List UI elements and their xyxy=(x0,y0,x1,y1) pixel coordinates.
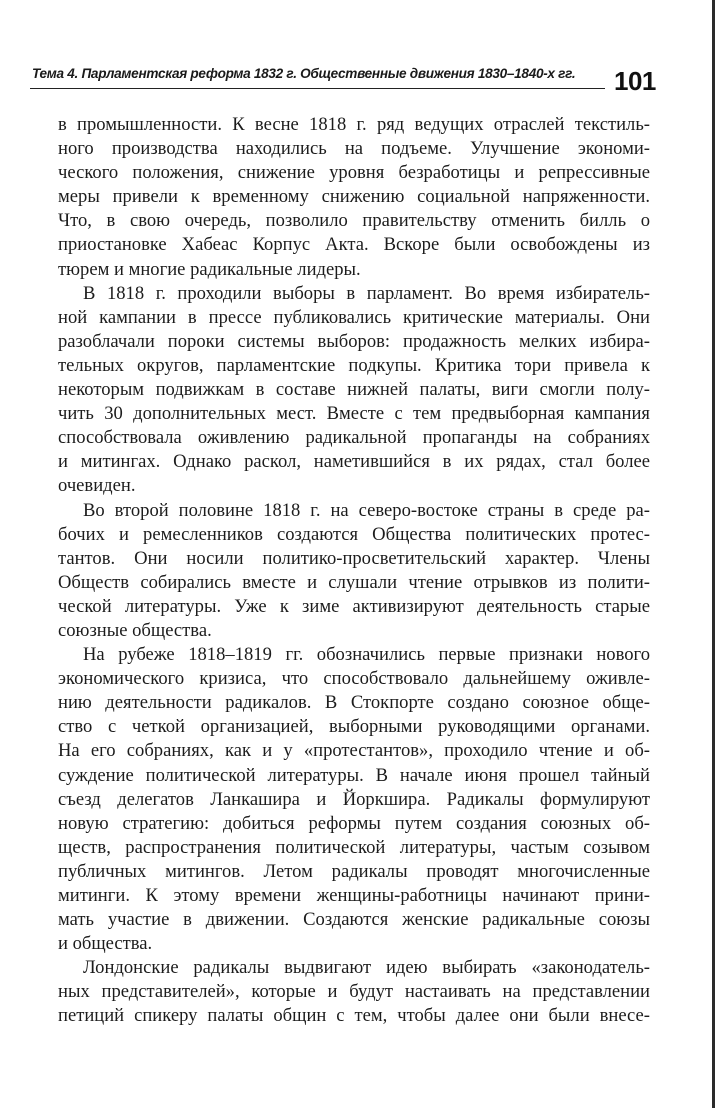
text-line: тантов. Они носили политико-просветительский характер. Члены xyxy=(58,547,650,569)
text-line: Что, в свою очередь, позволило правительству отменить билль о xyxy=(58,210,650,232)
text-line: суждение политической литературы. В начале июня прошел тайный xyxy=(58,764,650,786)
paragraph-3 xyxy=(58,499,650,644)
text-line: На рубеже 1818–1819 гг. обозначились первые признаки нового xyxy=(83,644,650,666)
text-line: некоторым подвижкам в составе нижней палаты, виги смогли полу- xyxy=(58,379,650,401)
text-line: мать участие в движении. Создаются женские радикальные союзы xyxy=(58,909,650,931)
text-line: и митингах. Однако раскол, наметившийся в их рядах, стал более xyxy=(58,451,650,473)
text-line: ных представителей», которые и будут настаивать на представлении xyxy=(58,981,650,1003)
text-line: меры привели к временному снижению социальной напряженности. xyxy=(58,186,650,208)
text-line: бочих и ремесленников создаются Общества политических протес- xyxy=(58,523,650,545)
text-line: Лондонские радикалы выдвигают идею выбирать «законодатель- xyxy=(83,957,650,979)
text-line: ной кампании в прессе публиковались критические материалы. Они xyxy=(58,306,650,328)
text-line: тельных округов, парламентские подкупы. Критика тори привела к xyxy=(58,354,650,376)
text-line: очевиден. xyxy=(58,475,136,497)
body-text xyxy=(58,113,650,1029)
text-line: в промышленности. К весне 1818 г. ряд ведущих отраслей текстиль- xyxy=(58,114,650,135)
paragraph-1 xyxy=(58,113,650,282)
running-head-title: Тема 4. Парламентская реформа 1832 г. Общественные движения 1830–1840-х гг. xyxy=(32,66,576,81)
text-line: союзные общества. xyxy=(58,619,212,641)
page-edge-line xyxy=(712,0,715,1108)
text-line: ществ, распространения политической литературы, частым созывом xyxy=(58,836,650,858)
text-line: ство с четкой организацией, выборными руководящими органами. xyxy=(58,716,650,738)
text-line: нию деятельности радикалов. В Стокпорте создано союзное обще- xyxy=(58,692,650,714)
running-head xyxy=(30,66,605,89)
text-line: чить 30 дополнительных мест. Вместе с тем предвыборная кампания xyxy=(58,403,650,425)
text-line: ческой литературы. Уже к зиме активизируют деятельность старые xyxy=(58,595,650,617)
text-line: и общества. xyxy=(58,933,153,955)
text-line: новую стратегию: добиться реформы путем создания союзных об- xyxy=(58,812,650,834)
paragraph-5 xyxy=(58,956,650,1028)
text-line: митинги. К этому времени женщины-работницы начинают прини- xyxy=(58,885,650,906)
paragraph-2 xyxy=(58,282,650,499)
text-line: съезд делегатов Ланкашира и Йоркшира. Радикалы формулируют xyxy=(58,788,650,810)
text-line: способствовала оживлению радикальной пропаганды на собраниях xyxy=(58,427,650,449)
text-line: разоблачали пороки системы выборов: продажность мелких избира- xyxy=(58,330,650,352)
text-line: ческого положения, снижение уровня безработицы и репрессивные xyxy=(58,162,650,184)
text-line: публичных митингов. Летом радикалы проводят многочисленные xyxy=(58,860,650,882)
page-number: 101 xyxy=(614,66,656,96)
text-line: приостановке Хабеас Корпус Акта. Вскоре были освобождены из xyxy=(58,234,650,256)
text-line: Во второй половине 1818 г. на северо-востоке страны в среде ра- xyxy=(83,499,650,521)
text-line: На его собраниях, как и у «протестантов», проходило чтение и об- xyxy=(58,740,650,762)
text-line: тюрем и многие радикальные лидеры. xyxy=(58,258,361,280)
text-line: В 1818 г. проходили выборы в парламент. Во время избиратель- xyxy=(83,282,650,304)
text-line: петиций спикеру палаты общин с тем, чтобы далее они были внесе- xyxy=(58,1005,650,1027)
paragraph-4 xyxy=(58,643,650,956)
text-line: экономического кризиса, что способствовало дальнейшему оживле- xyxy=(58,668,650,690)
text-line: ного производства находились на подъеме. Улучшение экономи- xyxy=(58,138,650,160)
text-line: Обществ собирались вместе и слушали чтение отрывков из полити- xyxy=(58,571,650,593)
